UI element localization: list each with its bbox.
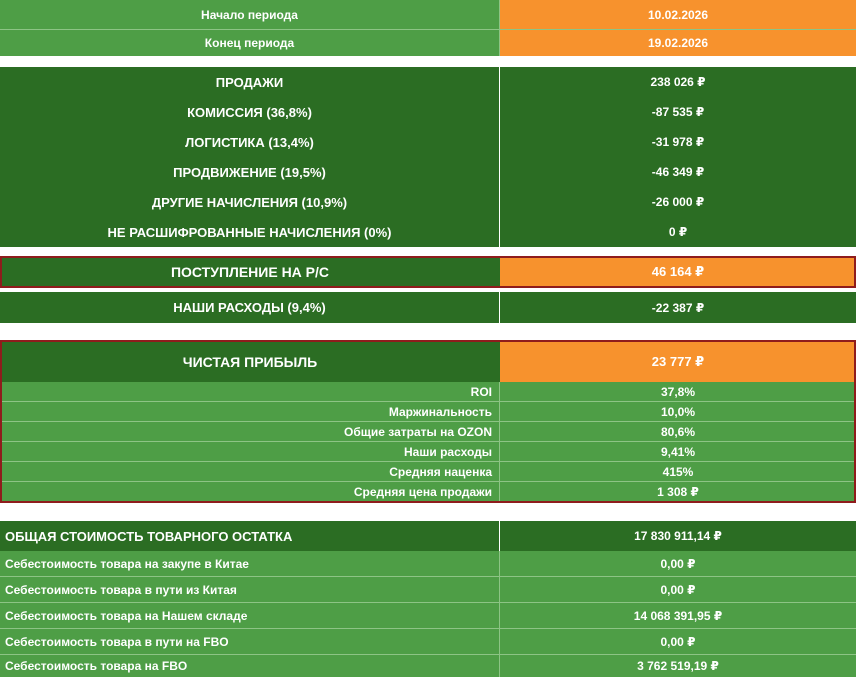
expenses-value[interactable]: -22 387 ₽	[500, 292, 856, 323]
stock-item-row[interactable]	[0, 577, 856, 603]
commission-label: КОМИССИЯ (36,8%)	[0, 97, 500, 127]
logistics-value[interactable]: -31 978 ₽	[500, 127, 856, 157]
undecoded-charges-label: НЕ РАСШИФРОВАННЫЕ НАЧИСЛЕНИЯ (0%)	[0, 217, 500, 247]
logistics-label: ЛОГИСТИКА (13,4%)	[0, 127, 500, 157]
undecoded-charges-value[interactable]: 0 ₽	[500, 217, 856, 247]
metric-label: Средняя наценка	[0, 462, 500, 482]
promotion-label: ПРОДВИЖЕНИЕ (19,5%)	[0, 157, 500, 187]
stock-item-value[interactable]: 0,00 ₽	[500, 629, 856, 655]
stock-item-label: Себестоимость товара на Нашем складе	[0, 603, 500, 629]
net-profit-label: ЧИСТАЯ ПРИБЫЛЬ	[0, 341, 500, 382]
promotion-value[interactable]: -46 349 ₽	[500, 157, 856, 187]
period-end-value[interactable]: 19.02.2026	[500, 30, 856, 56]
metric-row[interactable]	[0, 442, 856, 462]
metric-value[interactable]: 1 308 ₽	[500, 482, 856, 502]
metric-label: ROI	[0, 382, 500, 402]
stock-total-row[interactable]	[0, 521, 856, 551]
metric-label: Средняя цена продажи	[0, 482, 500, 502]
metric-row[interactable]	[0, 462, 856, 482]
stock-total-label: ОБЩАЯ СТОИМОСТЬ ТОВАРНОГО ОСТАТКА	[0, 521, 500, 551]
metric-label: Наши расходы	[0, 442, 500, 462]
expenses-label: НАШИ РАСХОДЫ (9,4%)	[0, 292, 500, 323]
stock-item-value[interactable]: 3 762 519,19 ₽	[500, 655, 856, 677]
net-profit-value[interactable]: 23 777 ₽	[500, 341, 856, 382]
stock-item-row[interactable]	[0, 629, 856, 655]
stock-total-value[interactable]: 17 830 911,14 ₽	[500, 521, 856, 551]
promotion-row[interactable]	[0, 157, 856, 187]
stock-item-row[interactable]	[0, 551, 856, 577]
metric-value[interactable]: 415%	[500, 462, 856, 482]
period-end-row[interactable]	[0, 30, 856, 56]
logistics-row[interactable]	[0, 127, 856, 157]
income-value[interactable]: 46 164 ₽	[500, 256, 856, 288]
undecoded-charges-row[interactable]	[0, 217, 856, 247]
period-start-label: Начало периода	[0, 0, 500, 30]
sales-value[interactable]: 238 026 ₽	[500, 67, 856, 97]
stock-item-row[interactable]	[0, 603, 856, 629]
metric-label: Маржинальность	[0, 402, 500, 422]
stock-item-value[interactable]: 14 068 391,95 ₽	[500, 603, 856, 629]
period-end-label: Конец периода	[0, 30, 500, 56]
metric-value[interactable]: 9,41%	[500, 442, 856, 462]
income-row[interactable]	[0, 256, 856, 288]
net-profit-row[interactable]	[0, 341, 856, 382]
stock-item-label: Себестоимость товара на закупе в Китае	[0, 551, 500, 577]
other-charges-label: ДРУГИЕ НАЧИСЛЕНИЯ (10,9%)	[0, 187, 500, 217]
other-charges-value[interactable]: -26 000 ₽	[500, 187, 856, 217]
stock-item-label: Себестоимость товара в пути на FBO	[0, 629, 500, 655]
metric-row[interactable]	[0, 402, 856, 422]
sales-label: ПРОДАЖИ	[0, 67, 500, 97]
metric-row[interactable]	[0, 422, 856, 442]
commission-value[interactable]: -87 535 ₽	[500, 97, 856, 127]
stock-item-row[interactable]	[0, 655, 856, 677]
period-start-value[interactable]: 10.02.2026	[500, 0, 856, 30]
metric-row[interactable]	[0, 482, 856, 502]
other-charges-row[interactable]	[0, 187, 856, 217]
period-start-row[interactable]	[0, 0, 856, 30]
income-label: ПОСТУПЛЕНИЕ НА Р/С	[0, 256, 500, 288]
metric-value[interactable]: 10,0%	[500, 402, 856, 422]
metric-value[interactable]: 80,6%	[500, 422, 856, 442]
stock-item-value[interactable]: 0,00 ₽	[500, 577, 856, 603]
sales-row[interactable]	[0, 67, 856, 97]
expenses-row[interactable]	[0, 292, 856, 323]
metric-row[interactable]	[0, 382, 856, 402]
stock-item-value[interactable]: 0,00 ₽	[500, 551, 856, 577]
metric-label: Общие затраты на OZON	[0, 422, 500, 442]
commission-row[interactable]	[0, 97, 856, 127]
stock-item-label: Себестоимость товара в пути из Китая	[0, 577, 500, 603]
stock-item-label: Себестоимость товара на FBO	[0, 655, 500, 677]
metric-value[interactable]: 37,8%	[500, 382, 856, 402]
